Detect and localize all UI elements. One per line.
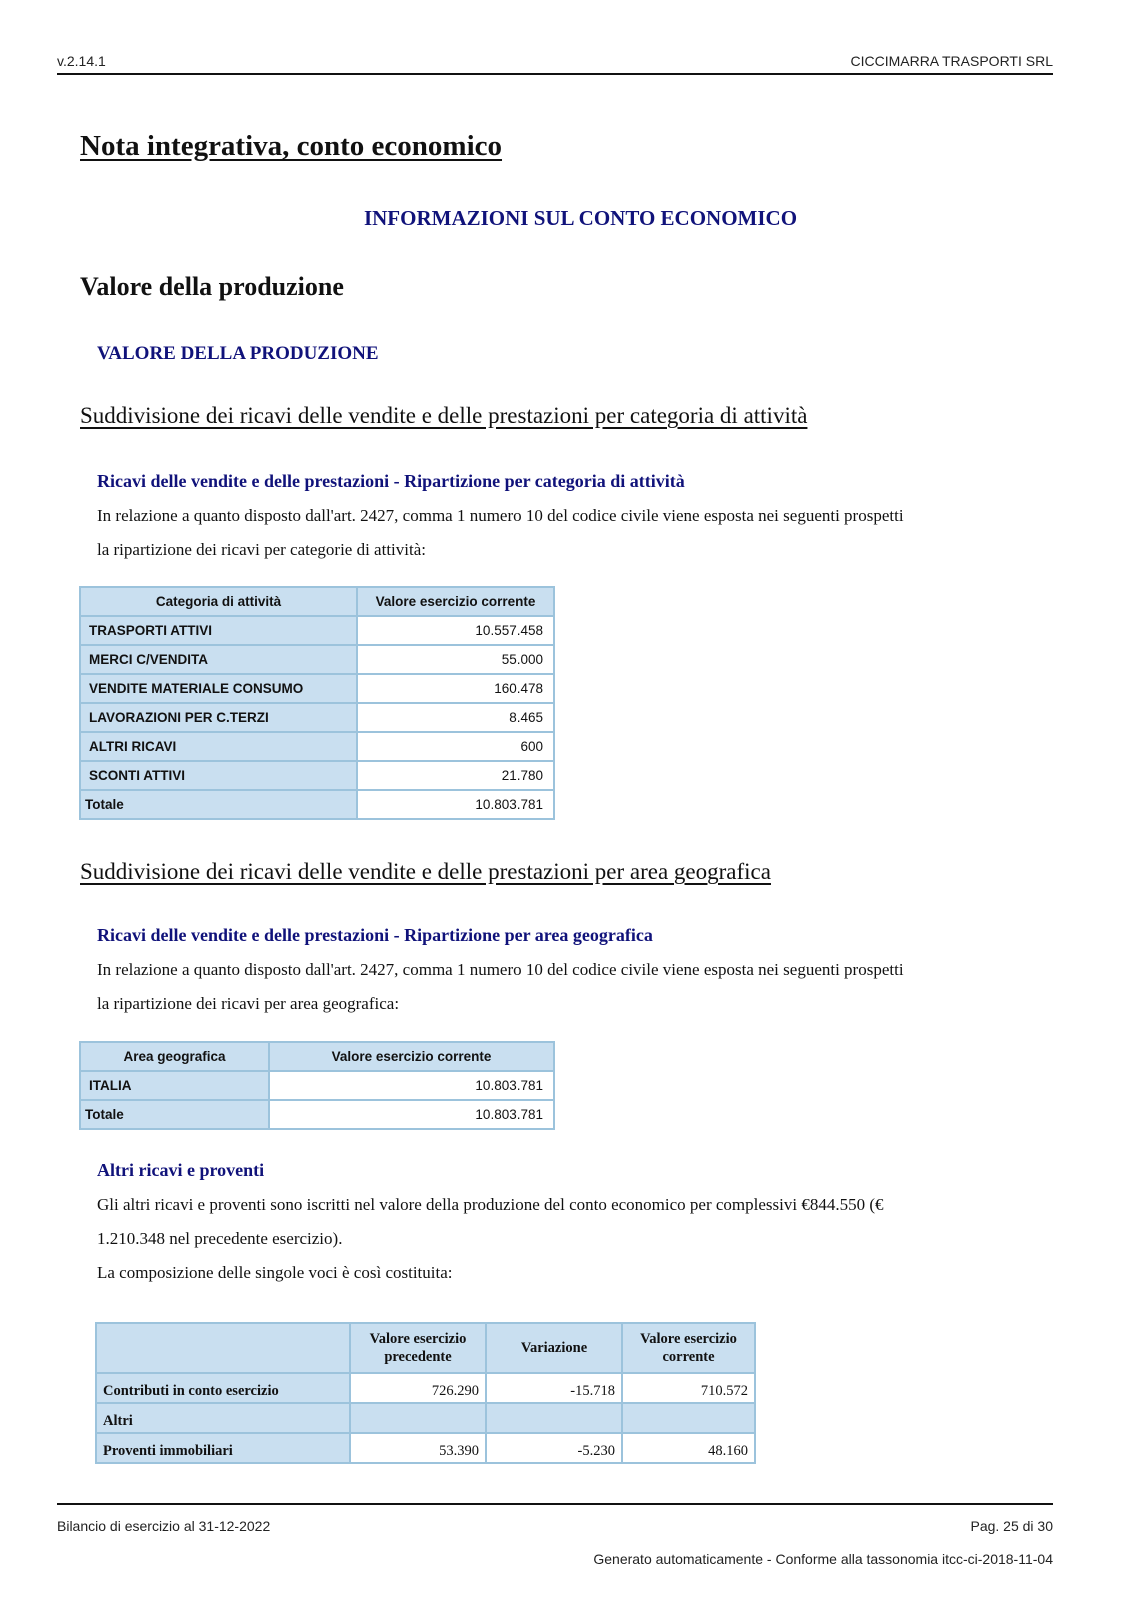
row-value: 600 (357, 732, 554, 761)
row-label: TRASPORTI ATTIVI (80, 616, 357, 645)
row-label: ALTRI RICAVI (80, 732, 357, 761)
table-total-row (80, 1100, 554, 1129)
version-label: v.2.14.1 (57, 53, 106, 69)
table-row (96, 1373, 755, 1403)
total-label: Totale (80, 790, 357, 819)
categoria-paragraph (97, 499, 1017, 567)
page-number: Pag. 25 di 30 (970, 1518, 1053, 1534)
company-name: CICCIMARRA TRASPORTI SRL (850, 53, 1053, 69)
column-header: Valore esercizio corrente (357, 587, 554, 616)
row-label: Altri (96, 1403, 350, 1433)
table-header-row (80, 587, 554, 616)
prev-value: 726.290 (350, 1373, 486, 1403)
area-paragraph (97, 953, 1017, 1021)
categoria-section-title: Suddivisione dei ricavi delle vendite e delle prestazioni per categoria di attività (80, 403, 808, 428)
variation-value: -15.718 (486, 1373, 622, 1403)
area-table (79, 1041, 555, 1130)
table-row (80, 1071, 554, 1100)
total-label: Totale (80, 1100, 269, 1129)
column-header: Variazione (486, 1323, 622, 1373)
paragraph-line: In relazione a quanto disposto dall'art. 2427, comma 1 numero 10 del codice civile viene esposta nei seguenti prospetti (97, 960, 904, 979)
header-divider (57, 73, 1053, 75)
paragraph-line: la ripartizione dei ricavi per categorie di attività: (97, 540, 426, 559)
column-header (96, 1323, 350, 1373)
prev-value (350, 1403, 486, 1433)
table-row (96, 1403, 755, 1433)
area-section-title: Suddivisione dei ricavi delle vendite e delle prestazioni per area geografica (80, 859, 771, 884)
table-header-row (96, 1323, 755, 1373)
area-subtitle: Ricavi delle vendite e delle prestazioni - Ripartizione per area geografica (97, 925, 653, 945)
section-heading: Valore della produzione (80, 272, 344, 301)
paragraph-line: la ripartizione dei ricavi per area geografica: (97, 994, 400, 1013)
footer-left: Bilancio di esercizio al 31-12-2022 (57, 1518, 271, 1534)
row-value: 10.803.781 (269, 1071, 554, 1100)
row-label: Contributi in conto esercizio (96, 1373, 350, 1403)
table-row (80, 645, 554, 674)
altri-paragraph (97, 1188, 1017, 1290)
prev-value: 53.390 (350, 1433, 486, 1463)
row-label: Proventi immobiliari (96, 1433, 350, 1463)
categoria-subtitle: Ricavi delle vendite e delle prestazioni - Ripartizione per categoria di attività (97, 471, 685, 491)
column-header: Valore esercizio corrente (269, 1042, 554, 1071)
altri-subtitle: Altri ricavi e proventi (97, 1160, 265, 1180)
row-value: 160.478 (357, 674, 554, 703)
current-value (622, 1403, 755, 1433)
table-row (80, 761, 554, 790)
current-value: 48.160 (622, 1433, 755, 1463)
row-label: SCONTI ATTIVI (80, 761, 357, 790)
paragraph-line: 1.210.348 nel precedente esercizio). (97, 1229, 343, 1248)
table-row (80, 674, 554, 703)
paragraph-line: In relazione a quanto disposto dall'art. 2427, comma 1 numero 10 del codice civile viene esposta nei seguenti prospetti (97, 506, 904, 525)
footer-divider (57, 1503, 1053, 1505)
table-row (96, 1433, 755, 1463)
current-value: 710.572 (622, 1373, 755, 1403)
paragraph-line: La composizione delle singole voci è così costituita: (97, 1263, 453, 1282)
variation-value (486, 1403, 622, 1433)
section-banner: INFORMAZIONI SUL CONTO ECONOMICO (363, 206, 798, 230)
row-label: VENDITE MATERIALE CONSUMO (80, 674, 357, 703)
variation-value: -5.230 (486, 1433, 622, 1463)
total-value: 10.803.781 (269, 1100, 554, 1129)
table-row (80, 732, 554, 761)
altri-table (95, 1322, 756, 1464)
table-row (80, 703, 554, 732)
table-header-row (80, 1042, 554, 1071)
categoria-table (79, 586, 555, 820)
total-value: 10.803.781 (357, 790, 554, 819)
row-label: MERCI C/VENDITA (80, 645, 357, 674)
row-value: 10.557.458 (357, 616, 554, 645)
row-label: ITALIA (80, 1071, 269, 1100)
column-header: Categoria di attività (80, 587, 357, 616)
column-header: Valore esercizio corrente (622, 1323, 755, 1373)
row-value: 21.780 (357, 761, 554, 790)
table-row (80, 616, 554, 645)
paragraph-line: Gli altri ricavi e proventi sono iscritti nel valore della produzione del conto economico per complessivi €844.550 (€ (97, 1195, 884, 1214)
column-header: Area geografica (80, 1042, 269, 1071)
row-value: 8.465 (357, 703, 554, 732)
column-header: Valore esercizio precedente (350, 1323, 486, 1373)
row-value: 55.000 (357, 645, 554, 674)
table-total-row (80, 790, 554, 819)
footer-generated: Generato automaticamente - Conforme alla tassonomia itcc-ci-2018-11-04 (593, 1551, 1053, 1567)
subsection-heading: VALORE DELLA PRODUZIONE (97, 343, 379, 364)
row-label: LAVORAZIONI PER C.TERZI (80, 703, 357, 732)
page-title: Nota integrativa, conto economico (80, 130, 503, 162)
